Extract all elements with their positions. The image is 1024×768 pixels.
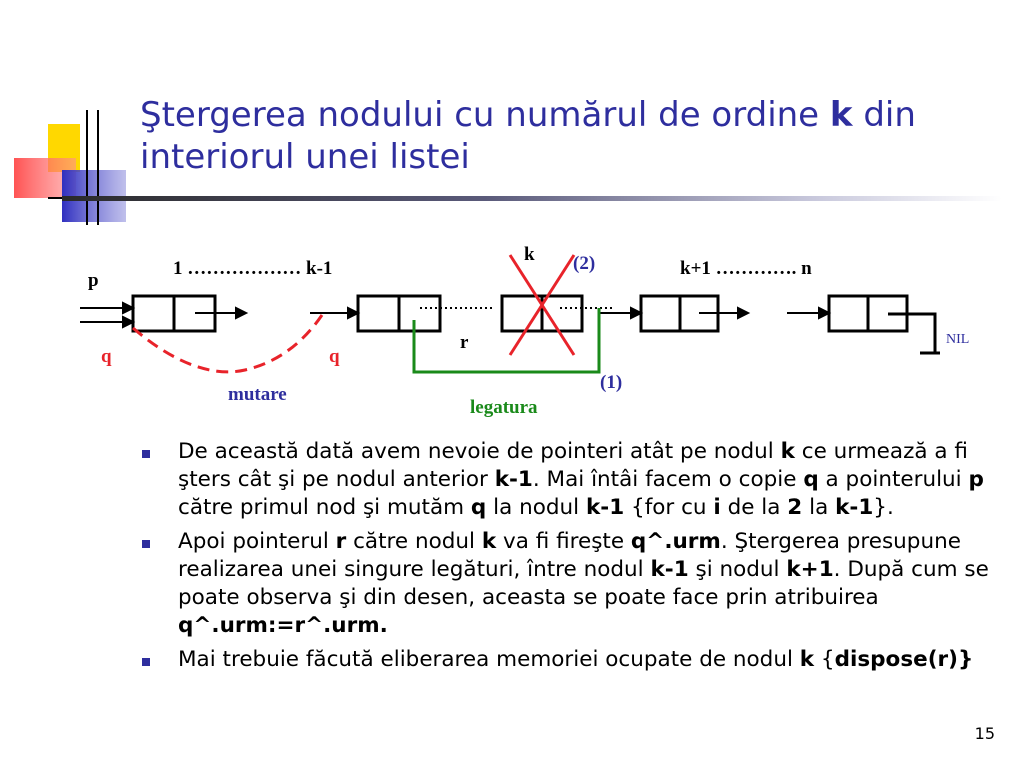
- label-range-left: 1 ……………… k-1: [173, 258, 333, 279]
- bullet-square-icon: [142, 540, 150, 548]
- page-number: 15: [974, 724, 995, 743]
- label-q-left: q: [101, 346, 112, 367]
- bullet-text-run: {: [814, 647, 835, 672]
- bullet-text-run: q^.urm: [630, 529, 721, 554]
- label-legatura: legatura: [470, 397, 538, 418]
- linked-list-diagram: [0, 230, 1024, 430]
- bullet-text-run: . Mai întâi facem o copie: [532, 467, 804, 492]
- bullet-text-run: 2: [787, 495, 803, 520]
- bullet-text-run: va fi fireşte: [496, 529, 631, 554]
- bullet-text-run: q: [470, 495, 487, 520]
- label-p: p: [88, 270, 99, 291]
- bullet-text-run: }.: [873, 495, 894, 520]
- bullet-text-run: de la: [720, 495, 788, 520]
- title-rule: [62, 196, 1002, 201]
- bullet-text-run: k-1: [835, 495, 874, 520]
- bullet-text-run: De această dată avem nevoie de pointeri atât pe nodul: [178, 439, 781, 464]
- bullet-text-run: k: [481, 529, 497, 554]
- slide-logo-icon: [0, 100, 140, 230]
- bullet-text-run: . Ştergerea presupune realizarea unei singure legături, între nodul: [178, 529, 961, 582]
- nil-terminator: [888, 314, 940, 353]
- bullet-item-2: [140, 528, 1000, 640]
- bullet-text-run: k-1: [586, 495, 625, 520]
- bullet-text-run: Mai trebuie făcută eliberarea memoriei ocupate de nodul: [178, 647, 800, 672]
- link-arrow-legatura: [414, 308, 599, 372]
- label-range-right: k+1 …………. n: [680, 258, 812, 279]
- label-r: r: [460, 332, 469, 353]
- bullet-item-1: [140, 438, 1000, 522]
- bullet-text-run: ce urmează a fi şters cât şi pe nodul anterior: [178, 439, 968, 492]
- label-mutare: mutare: [228, 384, 287, 405]
- bullet-square-icon: [142, 450, 150, 458]
- bullet-text-run: Apoi pointerul: [178, 529, 336, 554]
- bullet-item-3: [140, 646, 1000, 674]
- bullet-text-run: şi nodul: [688, 557, 787, 582]
- bullet-text-run: p: [968, 467, 984, 492]
- label-nil: NIL: [946, 332, 970, 347]
- bullet-text-run: k+1: [786, 557, 834, 582]
- bullet-text-run: {for cu: [624, 495, 714, 520]
- bullet-list: [140, 438, 1000, 680]
- bullet-text-run: i: [713, 495, 721, 520]
- bullet-text-run: a pointerului: [818, 467, 969, 492]
- bullet-text-run: q^.urm:=r^.urm.: [178, 613, 388, 638]
- bullet-text-run: k: [780, 439, 795, 464]
- move-curve-mutare: [133, 315, 322, 372]
- bullet-text-run: r: [335, 529, 347, 554]
- label-k: k: [524, 244, 535, 265]
- bullet-text-run: k: [799, 647, 815, 672]
- delete-cross-icon: [510, 255, 574, 355]
- bullet-text-run: . După cum se poate observa şi din desen, aceasta se poate face prin atribuirea: [178, 557, 989, 610]
- bullet-text-run: la: [802, 495, 836, 520]
- bullet-text-run: k-1: [494, 467, 533, 492]
- bullet-square-icon: [142, 658, 150, 666]
- label-step-2: (2): [573, 253, 596, 274]
- label-q-right: q: [329, 346, 340, 367]
- bullet-text-run: q: [803, 467, 819, 492]
- slide-title: Ştergerea nodului cu numărul de ordine k din interiorul unei listei: [140, 95, 916, 177]
- label-step-1: (1): [600, 372, 623, 393]
- bullet-text-run: k-1: [650, 557, 689, 582]
- bullet-text-run: către nodul: [346, 529, 482, 554]
- bullet-text-run: dispose(r)}: [834, 647, 974, 672]
- bullet-text-run: către primul nod şi mutăm: [178, 495, 471, 520]
- bullet-text-run: la nodul: [486, 495, 586, 520]
